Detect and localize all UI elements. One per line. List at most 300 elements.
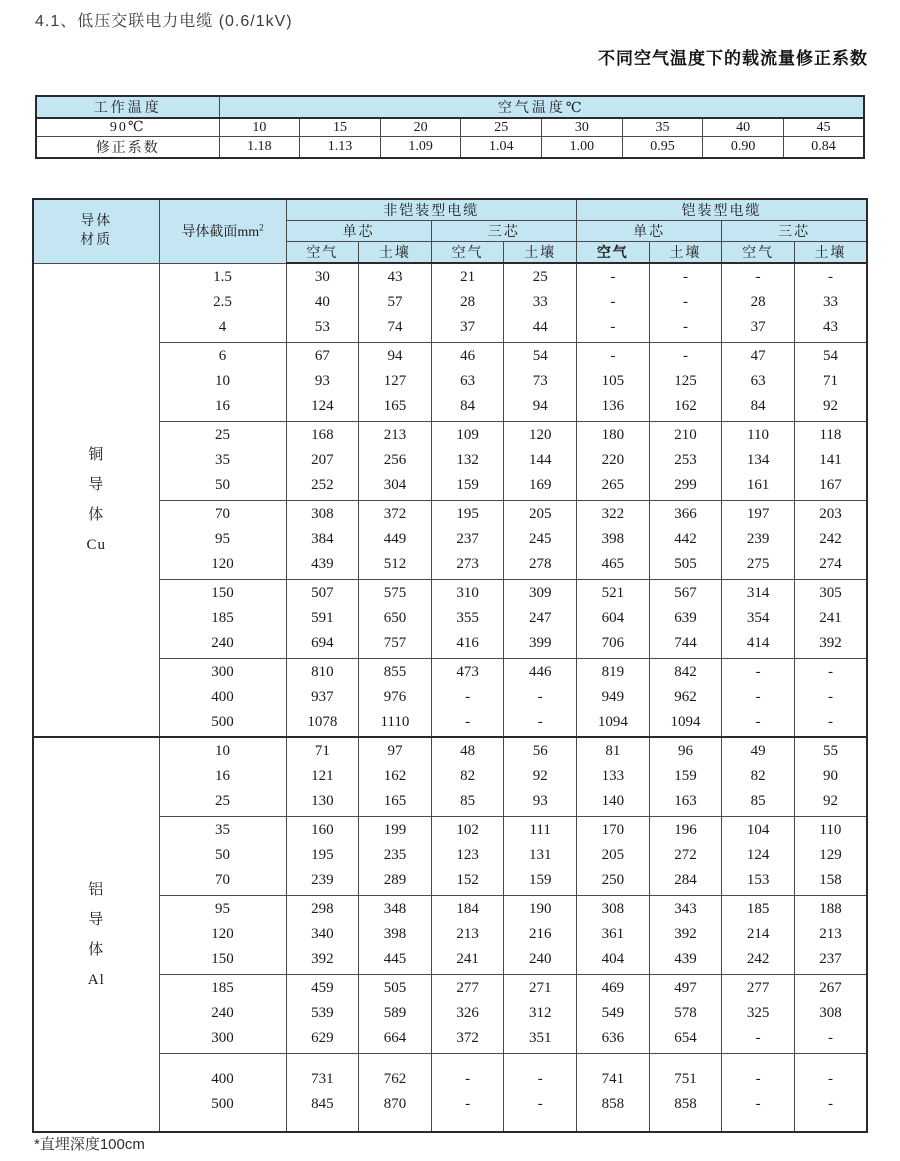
cross-section-cell: [159, 500, 286, 579]
ampacity-value-cell: [286, 263, 359, 342]
ampacity-value: 372: [383, 506, 407, 522]
ampacity-value: 239: [746, 531, 770, 547]
ampacity-value: 57: [387, 294, 403, 311]
correction-value-cell: 25: [461, 118, 542, 137]
ampacity-value: 37: [460, 319, 476, 336]
ampacity-value: 21: [460, 269, 476, 286]
ampacity-value-cell: [431, 1053, 504, 1132]
ampacity-value: 473: [456, 663, 479, 680]
ampacity-value-cell: [577, 500, 650, 579]
ampacity-value: 159: [674, 768, 697, 785]
ampacity-value: -: [827, 663, 833, 680]
ampacity-value: 160: [311, 822, 334, 838]
ampacity-value-cell: [722, 421, 795, 500]
cross-section-cell: [159, 737, 286, 816]
ampacity-value: 340: [311, 926, 334, 942]
ampacity-value: 71: [314, 743, 330, 760]
cross-section-cell: [159, 658, 286, 737]
ampacity-value-cell: [431, 421, 504, 500]
ampacity-value: 153: [746, 872, 770, 888]
header-unarmored-single-air: 空气: [286, 242, 359, 264]
ampacity-value-cell: [504, 500, 577, 579]
ampacity-value: 512: [383, 556, 407, 572]
cross-section-cell: [159, 895, 286, 974]
aluminum-material-char: 体: [88, 941, 105, 958]
cross-section-value: 240: [211, 635, 234, 651]
cross-section-cell: [159, 263, 286, 342]
ampacity-value: 63: [460, 373, 476, 389]
ampacity-value: 74: [387, 319, 403, 336]
ampacity-value: 271: [528, 980, 552, 996]
cross-section-value: 35: [215, 452, 230, 468]
ampacity-value: 180: [601, 427, 625, 443]
ampacity-value: 85: [750, 793, 766, 810]
ampacity-value-cell: [504, 658, 577, 737]
ampacity-value: 144: [528, 452, 552, 468]
correction-value-cell: 45: [783, 118, 864, 137]
cross-section-value: 500: [211, 713, 234, 730]
aluminum-group-row: [33, 895, 867, 974]
cross-section-cell: [159, 974, 286, 1053]
ampacity-value: 308: [311, 506, 334, 522]
ampacity-value-cell: [722, 816, 795, 895]
correction-value-cell: 1.04: [461, 137, 542, 159]
air-temp-header: 空气温度℃: [219, 96, 864, 118]
ampacity-value-cell: [577, 421, 650, 500]
ampacity-value: 578: [674, 1005, 697, 1021]
ampacity-value: 242: [819, 531, 842, 547]
ampacity-value: 190: [528, 901, 552, 917]
ampacity-value: 741: [601, 1071, 625, 1088]
header-unarmored-single-soil: 土壤: [359, 242, 432, 264]
ampacity-value: 170: [601, 822, 625, 838]
cross-section-value: 16: [215, 768, 230, 785]
ampacity-value-cell: [431, 500, 504, 579]
ampacity-value: 250: [601, 872, 625, 888]
ampacity-value: 442: [674, 531, 697, 547]
copper-group-row: [33, 658, 867, 737]
ampacity-value: 168: [311, 427, 334, 443]
ampacity-value: 757: [383, 635, 407, 651]
ampacity-value: -: [827, 713, 833, 730]
ampacity-value-cell: [359, 816, 432, 895]
ampacity-value: 567: [674, 585, 697, 601]
ampacity-value: 53: [314, 319, 330, 336]
ampacity-value: 343: [674, 901, 697, 917]
ampacity-value: 90: [822, 768, 838, 785]
header-armored-three-air: 空气: [722, 242, 795, 264]
ampacity-value: 937: [311, 688, 334, 705]
ampacity-value-cell: [722, 737, 795, 816]
ampacity-value: 163: [674, 793, 697, 810]
header-armored-cable: 铠装型电缆: [577, 199, 868, 221]
ampacity-value-cell: [722, 579, 795, 658]
ampacity-value: 33: [532, 294, 548, 311]
ampacity-value-cell: [649, 579, 722, 658]
ampacity-value-cell: [359, 737, 432, 816]
cross-section-value: 500: [211, 1096, 234, 1113]
header-conductor-material: [33, 199, 159, 263]
ampacity-value: 247: [528, 610, 552, 626]
ampacity-value: 205: [528, 506, 552, 522]
correction-header-row: [36, 96, 864, 118]
ampacity-value: 93: [532, 793, 548, 810]
ampacity-value-cell: [431, 579, 504, 658]
ampacity-value-cell: [359, 658, 432, 737]
ampacity-value-cell: [577, 263, 650, 342]
cross-section-value: 25: [215, 427, 230, 443]
ampacity-value-cell: [649, 500, 722, 579]
ampacity-value: 96: [677, 743, 693, 760]
ampacity-value: -: [755, 688, 761, 705]
ampacity-value: 25: [532, 269, 548, 286]
ampacity-value: 184: [456, 901, 479, 917]
ampacity-value: 654: [674, 1030, 697, 1046]
ampacity-value: 731: [311, 1071, 334, 1088]
ampacity-value-cell: [722, 974, 795, 1053]
ampacity-value: -: [610, 319, 616, 336]
ampacity-value: 241: [819, 610, 842, 626]
ampacity-value: 751: [674, 1071, 697, 1088]
ampacity-value-cell: [794, 421, 867, 500]
ampacity-value: 93: [314, 373, 330, 389]
ampacity-value: 161: [746, 477, 770, 493]
ampacity-value: 384: [311, 531, 334, 547]
ampacity-value: 962: [674, 688, 697, 705]
ampacity-value-cell: [286, 500, 359, 579]
ampacity-value: 30: [314, 269, 330, 286]
ampacity-value: 207: [311, 452, 334, 468]
ampacity-value: 459: [311, 980, 334, 996]
ampacity-value-cell: [577, 816, 650, 895]
ampacity-value: 416: [456, 635, 479, 651]
ampacity-value: -: [755, 663, 761, 680]
ampacity-value: 237: [456, 531, 479, 547]
aluminum-material-char: 铝: [88, 881, 105, 898]
ampacity-value-cell: [649, 895, 722, 974]
header-armored-three-soil: 土壤: [794, 242, 867, 264]
ampacity-value-cell: [504, 579, 577, 658]
cross-section-value: 240: [211, 1005, 234, 1021]
ampacity-value: 976: [383, 688, 407, 705]
ampacity-value: -: [610, 348, 616, 364]
ampacity-value-cell: [431, 263, 504, 342]
ampacity-value: 304: [383, 477, 407, 493]
cross-section-value: 35: [215, 822, 230, 838]
ampacity-value: 28: [460, 294, 476, 311]
ampacity-value-cell: [359, 421, 432, 500]
ampacity-value: 141: [819, 452, 842, 468]
ampacity-value-cell: [359, 500, 432, 579]
ampacity-value: 392: [819, 635, 842, 651]
ampacity-value: 47: [750, 348, 766, 364]
ampacity-value: 845: [311, 1096, 334, 1113]
aluminum-group-row: [33, 737, 867, 816]
correction-value-cell: 0.95: [622, 137, 703, 159]
ampacity-value-cell: [286, 974, 359, 1053]
header-cross-section: [159, 199, 286, 263]
ampacity-value: 305: [819, 585, 842, 601]
ampacity-value-cell: [649, 342, 722, 421]
working-temp-header: 工作温度: [36, 96, 219, 118]
ampacity-header-row-1: [33, 199, 867, 221]
ampacity-value: 132: [456, 452, 479, 468]
ampacity-value: 63: [750, 373, 766, 389]
correction-value-cell: 10: [219, 118, 300, 137]
ampacity-value: 185: [746, 901, 770, 917]
correction-value-cell: 40: [703, 118, 784, 137]
ampacity-value: -: [755, 1071, 761, 1088]
ampacity-value: 858: [674, 1096, 697, 1113]
ampacity-value: 167: [819, 477, 842, 493]
correction-value-cell: 0.90: [703, 137, 784, 159]
ampacity-value-cell: [504, 263, 577, 342]
ampacity-value: -: [755, 1030, 761, 1046]
ampacity-value-cell: [794, 579, 867, 658]
copper-group-row: [33, 579, 867, 658]
ampacity-value-cell: [286, 816, 359, 895]
ampacity-value-cell: [431, 895, 504, 974]
ampacity-value: 591: [311, 610, 334, 626]
ampacity-value-cell: [431, 342, 504, 421]
ampacity-value: 497: [674, 980, 697, 996]
ampacity-value: 235: [383, 847, 407, 863]
correction-value-cell: 1.18: [219, 137, 300, 159]
ampacity-value-cell: [286, 658, 359, 737]
ampacity-value: 125: [674, 373, 697, 389]
ampacity-value: -: [827, 1030, 833, 1046]
ampacity-value: 43: [822, 319, 838, 336]
ampacity-value-cell: [794, 500, 867, 579]
ampacity-value: 162: [383, 768, 407, 785]
ampacity-value: 308: [819, 1005, 842, 1021]
copper-group-row: [33, 500, 867, 579]
ampacity-value: -: [465, 688, 471, 705]
copper-material-char: 导: [88, 476, 105, 493]
ampacity-value: 140: [601, 793, 625, 810]
ampacity-value-cell: [649, 421, 722, 500]
ampacity-value: 220: [601, 452, 625, 468]
ampacity-value-cell: [359, 579, 432, 658]
ampacity-value: 188: [819, 901, 842, 917]
correction-value-cell: 1.13: [300, 137, 381, 159]
ampacity-value: 237: [819, 951, 842, 967]
ampacity-value-cell: [577, 895, 650, 974]
ampacity-value-cell: [504, 816, 577, 895]
ampacity-value-cell: [286, 342, 359, 421]
ampacity-value: 158: [819, 872, 842, 888]
ampacity-value: 465: [601, 556, 625, 572]
ampacity-value: 299: [674, 477, 697, 493]
correction-table-title: 不同空气温度下的载流量修正系数: [598, 49, 868, 68]
header-armored-single-core: 单芯: [577, 221, 722, 242]
cross-section-value: 150: [211, 951, 234, 967]
correction-row-label: 90℃: [36, 118, 219, 137]
ampacity-value: 439: [674, 951, 697, 967]
ampacity-value: -: [827, 1096, 833, 1113]
cross-section-value: 50: [215, 477, 230, 493]
copper-group-row: [33, 342, 867, 421]
ampacity-value-cell: [722, 658, 795, 737]
ampacity-value-cell: [577, 1053, 650, 1132]
ampacity-value: 152: [456, 872, 479, 888]
ampacity-value-cell: [722, 342, 795, 421]
ampacity-value-cell: [504, 342, 577, 421]
ampacity-value: 348: [383, 901, 407, 917]
ampacity-value: 213: [383, 427, 407, 443]
ampacity-value-cell: [649, 263, 722, 342]
ampacity-value: 162: [674, 398, 697, 414]
ampacity-value: 213: [819, 926, 842, 942]
ampacity-value: 1110: [380, 713, 410, 730]
ampacity-value-cell: [722, 500, 795, 579]
ampacity-value: 124: [311, 398, 334, 414]
ampacity-value-cell: [286, 579, 359, 658]
ampacity-value: 97: [387, 743, 403, 760]
ampacity-value: 636: [601, 1030, 625, 1046]
ampacity-value: 398: [601, 531, 625, 547]
ampacity-value: 73: [532, 373, 548, 389]
ampacity-value: 123: [456, 847, 479, 863]
ampacity-value-cell: [722, 263, 795, 342]
cross-section-value: 120: [211, 926, 234, 942]
ampacity-value: -: [755, 713, 761, 730]
ampacity-value: -: [682, 319, 688, 336]
cross-section-value: 10: [215, 743, 230, 760]
ampacity-value: 284: [674, 872, 697, 888]
ampacity-value: 549: [601, 1005, 625, 1021]
ampacity-value: 949: [601, 688, 625, 705]
ampacity-value: 819: [601, 663, 625, 680]
ampacity-value: 439: [311, 556, 334, 572]
ampacity-value-cell: [794, 974, 867, 1053]
ampacity-value-cell: [794, 342, 867, 421]
ampacity-value-cell: [577, 974, 650, 1053]
ampacity-value: 449: [383, 531, 407, 547]
cross-section-value: 6: [218, 348, 227, 364]
ampacity-value-cell: [286, 737, 359, 816]
ampacity-value: 309: [528, 585, 552, 601]
ampacity-value: 372: [456, 1030, 479, 1046]
ampacity-value-cell: [577, 579, 650, 658]
ampacity-value: 239: [311, 872, 334, 888]
ampacity-value: -: [610, 269, 616, 286]
ampacity-value: 744: [674, 635, 697, 651]
ampacity-value: 205: [601, 847, 625, 863]
ampacity-value: 242: [746, 951, 770, 967]
ampacity-value: 310: [456, 585, 479, 601]
ampacity-value: 762: [383, 1071, 407, 1088]
ampacity-value: 664: [383, 1030, 407, 1046]
cross-section-value: 4: [218, 319, 227, 335]
copper-group-row: [33, 421, 867, 500]
ampacity-value: 398: [383, 926, 407, 942]
ampacity-value: 256: [383, 452, 407, 468]
ampacity-value: 267: [819, 980, 842, 996]
ampacity-value: 240: [528, 951, 552, 967]
cross-section-value: 70: [215, 506, 230, 522]
ampacity-value: 361: [601, 926, 625, 942]
ampacity-value: 124: [746, 847, 770, 863]
ampacity-value: 37: [750, 319, 766, 336]
ampacity-value: 308: [601, 901, 625, 917]
ampacity-value: 195: [311, 847, 334, 863]
ampacity-value: 446: [528, 663, 552, 680]
ampacity-value: 505: [383, 980, 407, 996]
cross-section-value: 16: [215, 398, 230, 414]
ampacity-value: 210: [674, 427, 697, 443]
ampacity-value: -: [682, 348, 688, 364]
ampacity-value: -: [755, 1096, 761, 1113]
ampacity-value: 604: [601, 610, 625, 626]
ampacity-value: -: [755, 269, 761, 286]
ampacity-value: 197: [746, 506, 770, 522]
ampacity-value: -: [682, 269, 688, 286]
ampacity-value: 165: [383, 793, 407, 810]
ampacity-value: -: [537, 1071, 543, 1088]
ampacity-value-cell: [504, 421, 577, 500]
ampacity-value: 539: [311, 1005, 334, 1021]
ampacity-table: [32, 198, 868, 1133]
ampacity-value: 404: [601, 951, 625, 967]
ampacity-value-cell: [649, 816, 722, 895]
ampacity-value-cell: [577, 342, 650, 421]
ampacity-value: 56: [532, 743, 548, 760]
ampacity-value: 1094: [670, 713, 701, 730]
ampacity-value: 298: [311, 901, 334, 917]
ampacity-value: 355: [456, 610, 479, 626]
cross-section-cell: [159, 816, 286, 895]
ampacity-value: 92: [822, 398, 838, 414]
ampacity-value-cell: [359, 342, 432, 421]
ampacity-value: -: [682, 294, 688, 311]
ampacity-value: -: [537, 1096, 543, 1113]
cross-section-value: 95: [215, 901, 230, 917]
ampacity-value: 67: [314, 348, 330, 364]
ampacity-value: 322: [601, 506, 625, 522]
copper-material-char: Cu: [86, 536, 106, 553]
ampacity-value-cell: [359, 263, 432, 342]
cross-section-value: 150: [211, 585, 234, 601]
ampacity-value: 203: [819, 506, 842, 522]
cross-section-value: 2.5: [213, 294, 232, 310]
ampacity-value: 129: [819, 847, 842, 863]
ampacity-value-cell: [577, 737, 650, 816]
aluminum-material-char: 导: [88, 911, 105, 928]
cross-section-value: 185: [211, 610, 234, 626]
ampacity-value: 274: [819, 556, 842, 572]
ampacity-value: 1078: [307, 713, 338, 730]
ampacity-value: 252: [311, 477, 334, 493]
ampacity-value: 94: [532, 398, 548, 414]
correction-value-cell: 15: [300, 118, 381, 137]
correction-value-cell: 1.09: [380, 137, 461, 159]
ampacity-value: 1094: [597, 713, 628, 730]
ampacity-value: 392: [311, 951, 334, 967]
ampacity-value: 54: [532, 348, 548, 364]
ampacity-value: 120: [528, 427, 552, 443]
header-unarmored-single-core: 单芯: [286, 221, 431, 242]
ampacity-value-cell: [722, 1053, 795, 1132]
correction-row-label: 修正系数: [36, 137, 219, 159]
correction-value-cell: 1.00: [542, 137, 623, 159]
copper-material-char: 体: [88, 506, 105, 523]
aluminum-group-row: [33, 1053, 867, 1132]
ampacity-value: 273: [456, 556, 479, 572]
ampacity-value-cell: [359, 974, 432, 1053]
cross-section-value: 70: [215, 872, 230, 888]
ampacity-value: 277: [456, 980, 479, 996]
